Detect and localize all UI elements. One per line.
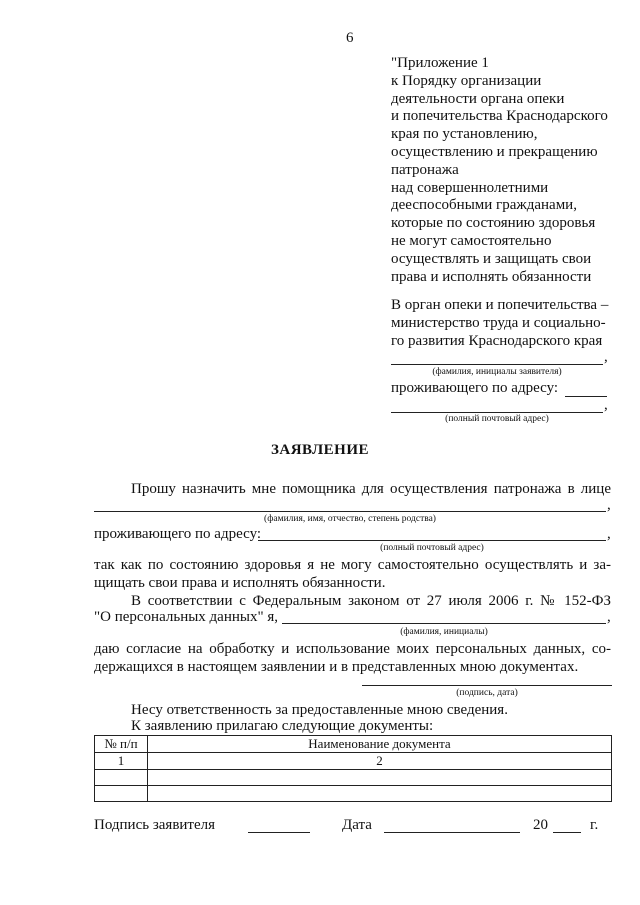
annex-line: "Приложение 1 <box>391 55 489 71</box>
annex-line: края по установлению, <box>391 126 538 143</box>
annex-line: права и исполнять обязанности <box>391 268 592 285</box>
annex-line: над совершеннолетними <box>391 179 549 196</box>
header-cell-document-name: Наименование документа <box>148 736 612 753</box>
consenting-person-field[interactable] <box>282 612 606 624</box>
annex-line: деятельности органа опеки <box>391 90 565 107</box>
paragraph-law-line2: "О персональных данных" я, <box>94 609 278 625</box>
table-cell[interactable] <box>95 786 148 802</box>
annex-line: патронажа <box>391 161 459 178</box>
assistant-residing-label: проживающего по адресу: <box>94 526 262 542</box>
annex-line: к Порядку организации <box>391 72 542 89</box>
annex-line: дееспособными гражданами, <box>391 197 577 214</box>
paragraph-consent-line2: держащихся в настоящем заявлении и в представленных мною документах. <box>94 659 579 675</box>
documents-table <box>94 735 612 802</box>
annex-line: не могут самостоятельно <box>391 232 552 249</box>
page-number: 6 <box>346 30 354 46</box>
consenting-person-caption: (фамилия, инициалы) <box>400 627 488 637</box>
table-row[interactable] <box>95 786 612 802</box>
numbering-cell: 2 <box>148 753 612 770</box>
document-title: ЗАЯВЛЕНИЕ <box>270 442 370 458</box>
signature-date-caption: (подпись, дата) <box>456 688 518 698</box>
paragraph-reason-line1: так как по состоянию здоровья я не могу самостоятельно осуществлять и за- <box>94 557 611 573</box>
year-prefix: 20 <box>533 817 548 833</box>
addressee-address-caption: (полный почтовый адрес) <box>445 414 549 424</box>
header-cell-number: № п/п <box>95 736 148 753</box>
assistant-name-field[interactable] <box>94 500 606 512</box>
table-cell[interactable] <box>148 770 612 786</box>
paragraph-reason-line2: щищать свои права и исполнять обязанности. <box>94 575 386 591</box>
addressee-address-field-short[interactable] <box>565 384 607 397</box>
paragraph-consent-line1: даю согласие на обработку и использование моих персональных данных, со- <box>94 641 611 657</box>
paragraph-attachments: К заявлению прилагаю следующие документы: <box>131 718 434 734</box>
annex-line: осуществлению и прекращению <box>391 143 598 160</box>
paragraph-responsibility: Несу ответственность за предоставленные мною сведения. <box>131 702 508 718</box>
assistant-address-field[interactable] <box>258 529 606 541</box>
table-row[interactable] <box>95 770 612 786</box>
applicant-signature-field[interactable] <box>248 820 310 833</box>
comma: , <box>607 497 611 513</box>
date-label: Дата <box>342 817 372 833</box>
annex-line: и попечительства Краснодарского <box>391 108 608 125</box>
addressee-block <box>391 296 631 350</box>
date-field[interactable] <box>384 820 520 833</box>
table-numbering-row <box>95 753 612 770</box>
comma: , <box>607 526 611 542</box>
annex-header <box>391 55 626 286</box>
comma: , <box>604 397 608 413</box>
comma: , <box>607 609 611 625</box>
annex-line: которые по состоянию здоровья <box>391 215 596 232</box>
signature-label: Подпись заявителя <box>94 817 216 833</box>
year-suffix: г. <box>590 817 599 833</box>
paragraph-law-line1: В соответствии с Федеральным законом от 27 июля 2006 г. № 152-ФЗ <box>131 593 611 609</box>
assistant-address-caption: (полный почтовый адрес) <box>380 543 484 553</box>
annex-line: осуществлять и защищать свои <box>391 250 592 267</box>
addressee-residing-label: проживающего по адресу: <box>391 380 559 396</box>
table-cell[interactable] <box>148 786 612 802</box>
table-header-row <box>95 736 612 753</box>
addressee-line: го развития Краснодарского края <box>391 333 603 349</box>
addressee-line: В орган опеки и попечительства – <box>391 297 609 313</box>
numbering-cell: 1 <box>95 753 148 770</box>
paragraph-request: Прошу назначить мне помощника для осуществления патронажа в лице <box>131 481 611 497</box>
signature-date-field[interactable] <box>362 674 612 686</box>
addressee-line: министерство труда и социально- <box>391 315 606 331</box>
comma: , <box>604 349 608 365</box>
addressee-address-field[interactable] <box>391 400 603 413</box>
applicant-name-caption: (фамилия, инициалы заявителя) <box>432 367 562 377</box>
table-cell[interactable] <box>95 770 148 786</box>
year-field[interactable] <box>553 820 581 833</box>
applicant-name-field[interactable] <box>391 352 603 365</box>
assistant-name-caption: (фамилия, имя, отчество, степень родства) <box>264 514 436 524</box>
